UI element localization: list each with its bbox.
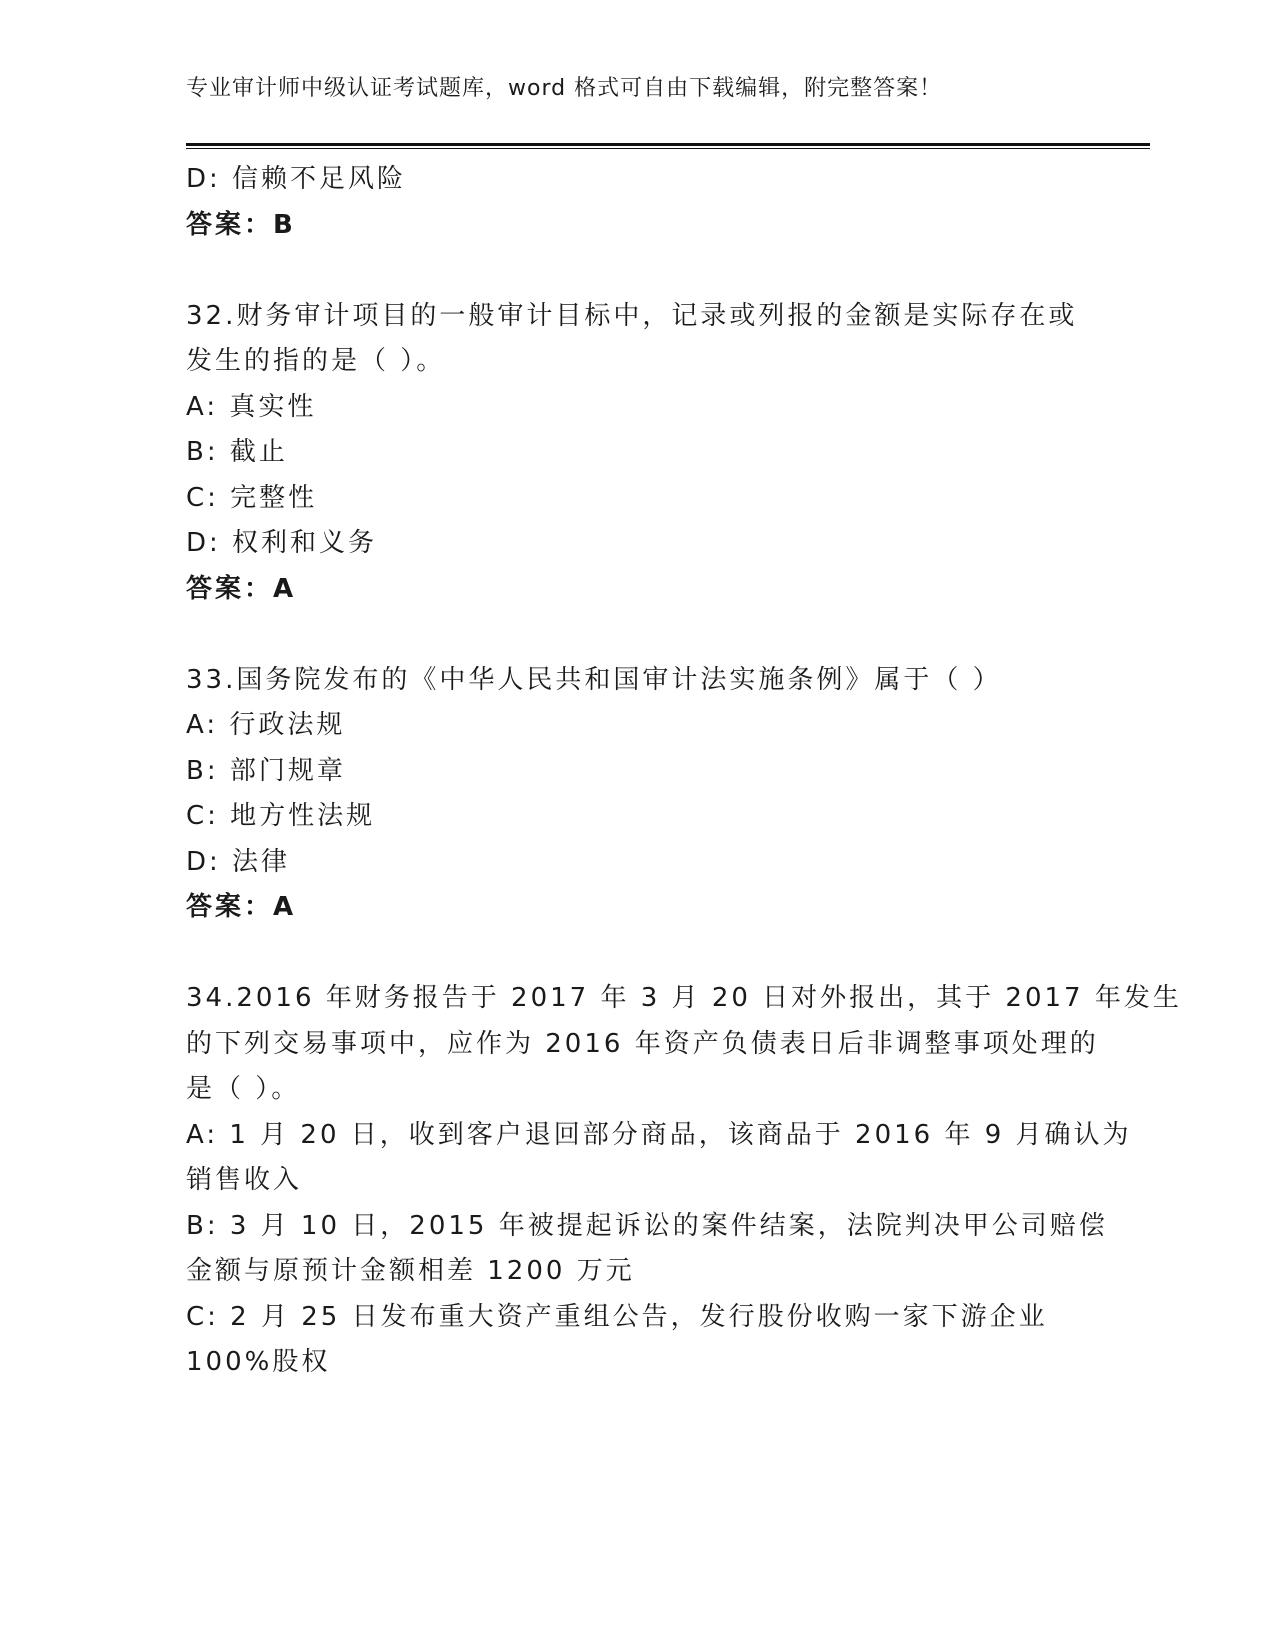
q32-option-b: B: 截止 [186, 437, 288, 467]
q33-option-d: D: 法律 [186, 846, 291, 877]
q34-option-a-line-2: 销售收入 [186, 1165, 303, 1195]
spacer [186, 248, 1086, 294]
q34-stem-line-2: 的下列交易事项中，应作为 2016 年资产负债表日后非调整事项处理的 [186, 1028, 1099, 1059]
q34-option-b-line-1: B: 3 月 10 日，2015 年被提起诉讼的案件结案，法院判决甲公司赔偿 [186, 1210, 1108, 1241]
header-rule-thick [186, 143, 1150, 146]
fragment-answer: 答案：B [186, 209, 296, 240]
question-content [186, 157, 1182, 1386]
q33-option-b: B: 部门规章 [186, 755, 346, 786]
q32-option-d: D: 权利和义务 [186, 528, 378, 558]
q34-stem-line-1: 34.2016 年财务报告于 2017 年 3 月 20 日对外报出，其于 2017 年发生 [186, 983, 1182, 1013]
q33-option-c: C: 地方性法规 [186, 801, 376, 831]
q32-stem-line-2: 发生的指的是（ ）。 [186, 346, 446, 376]
q34-option-b-line-2: 金额与原预计金额相差 1200 万元 [186, 1256, 635, 1286]
fragment-option-d: D: 信赖不足风险 [186, 164, 407, 194]
spacer [186, 612, 1086, 658]
q33-stem-line-1: 33.国务院发布的《中华人民共和国审计法实施条例》属于（ ） [186, 664, 1002, 695]
header-rule-thin [186, 148, 1150, 149]
q32-option-c: C: 完整性 [186, 482, 318, 513]
q34-option-c-line-1: C: 2 月 25 日发布重大资产重组公告，发行股份收购一家下游企业 [186, 1301, 1048, 1332]
q33-answer: 答案：A [186, 892, 297, 922]
q33-option-a: A: 行政法规 [186, 710, 346, 740]
q32-stem-line-1: 32.财务审计项目的一般审计目标中，记录或列报的金额是实际存在或 [186, 300, 1078, 331]
q34-stem-line-3: 是（ ）。 [186, 1074, 301, 1104]
q32-option-a: A: 真实性 [186, 391, 317, 422]
q34-option-c-line-2: 100%股权 [186, 1347, 331, 1377]
page-header-title: 专业审计师中级认证考试题库，word 格式可自由下载编辑，附完整答案！ [186, 76, 943, 101]
q32-answer: 答案：A [186, 573, 297, 604]
spacer [186, 931, 1086, 977]
q34-option-a-line-1: A: 1 月 20 日，收到客户退回部分商品，该商品于 2016 年 9 月确认为 [186, 1119, 1132, 1150]
